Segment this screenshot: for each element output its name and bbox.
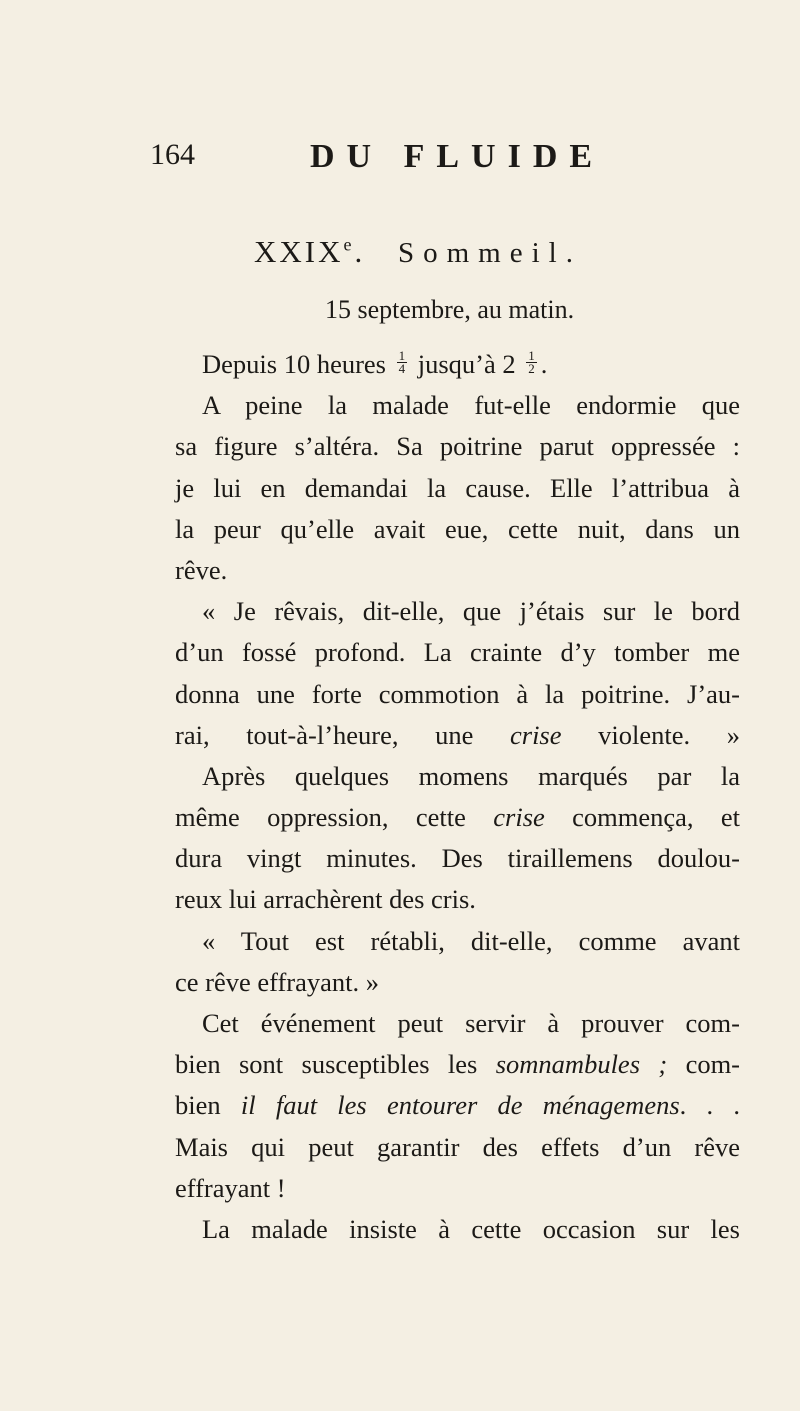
text-line: la peur qu’elle avait eue, cette nuit, dans un [175,513,740,544]
text-line: rêve. [175,554,228,585]
text-line: effrayant ! [175,1172,286,1203]
fraction-quarter: $\frac{1}{4}$ [398,348,406,377]
date-line: 15 septembre, au matin. [325,295,575,324]
chapter-numeral: XXIX [254,234,344,269]
text-line: rai, tout-à-l’heure, une crise violente. » [175,719,740,750]
page-number: 164 [150,138,195,171]
chapter-title: Sommeil. [398,237,582,269]
text-line: bien il faut les entourer de ménagemens. . . [175,1090,740,1121]
text-line: même oppression, cette crise commença, et [175,802,741,833]
book-title: DU FLUIDE [310,138,605,175]
text-line: donna une forte commotion à la poitrine. J’au- [175,678,740,709]
text-line: La malade insiste à cette occasion sur les [202,1213,740,1244]
text-line: A peine la malade fut-elle endormie que [202,390,740,421]
text-line: Après quelques momens marqués par la [202,760,740,791]
text-line: dura vingt minutes. Des tiraillemens doulou- [175,843,740,874]
text-line: je lui en demandai la cause. Elle l’attribua à [175,472,740,503]
text-line: bien sont susceptibles les somnambules ; com- [175,1049,741,1080]
text-line: sa figure s’altéra. Sa poitrine parut oppressée : [175,431,740,462]
text-line: « Tout est rétabli, dit-elle, comme avant [202,925,740,956]
running-head [150,138,750,186]
text-line: Mais qui peut garantir des effets d’un rêve [175,1131,740,1162]
text-line: Cet événement peut servir à prouver com- [202,1008,740,1038]
text-line: Depuis 10 heures $\frac{1}{4}$ jusqu’à 2 $\frac{1}{2}$ . [202,348,548,379]
body-text [175,344,740,1250]
text-line: reux lui arrachèrent des cris. [175,884,476,915]
text-line: ce rêve effrayant. » [175,966,380,997]
text-line: « Je rêvais, dit-elle, que j’étais sur le bord [202,596,740,627]
fraction-half: $\frac{1}{2}$ [528,348,535,377]
chapter-heading: XXIXe. Sommeil. [254,234,582,269]
chapter-superscript: e [343,234,355,255]
text-line: d’un fossé profond. La crainte d’y tomber me [175,637,740,668]
